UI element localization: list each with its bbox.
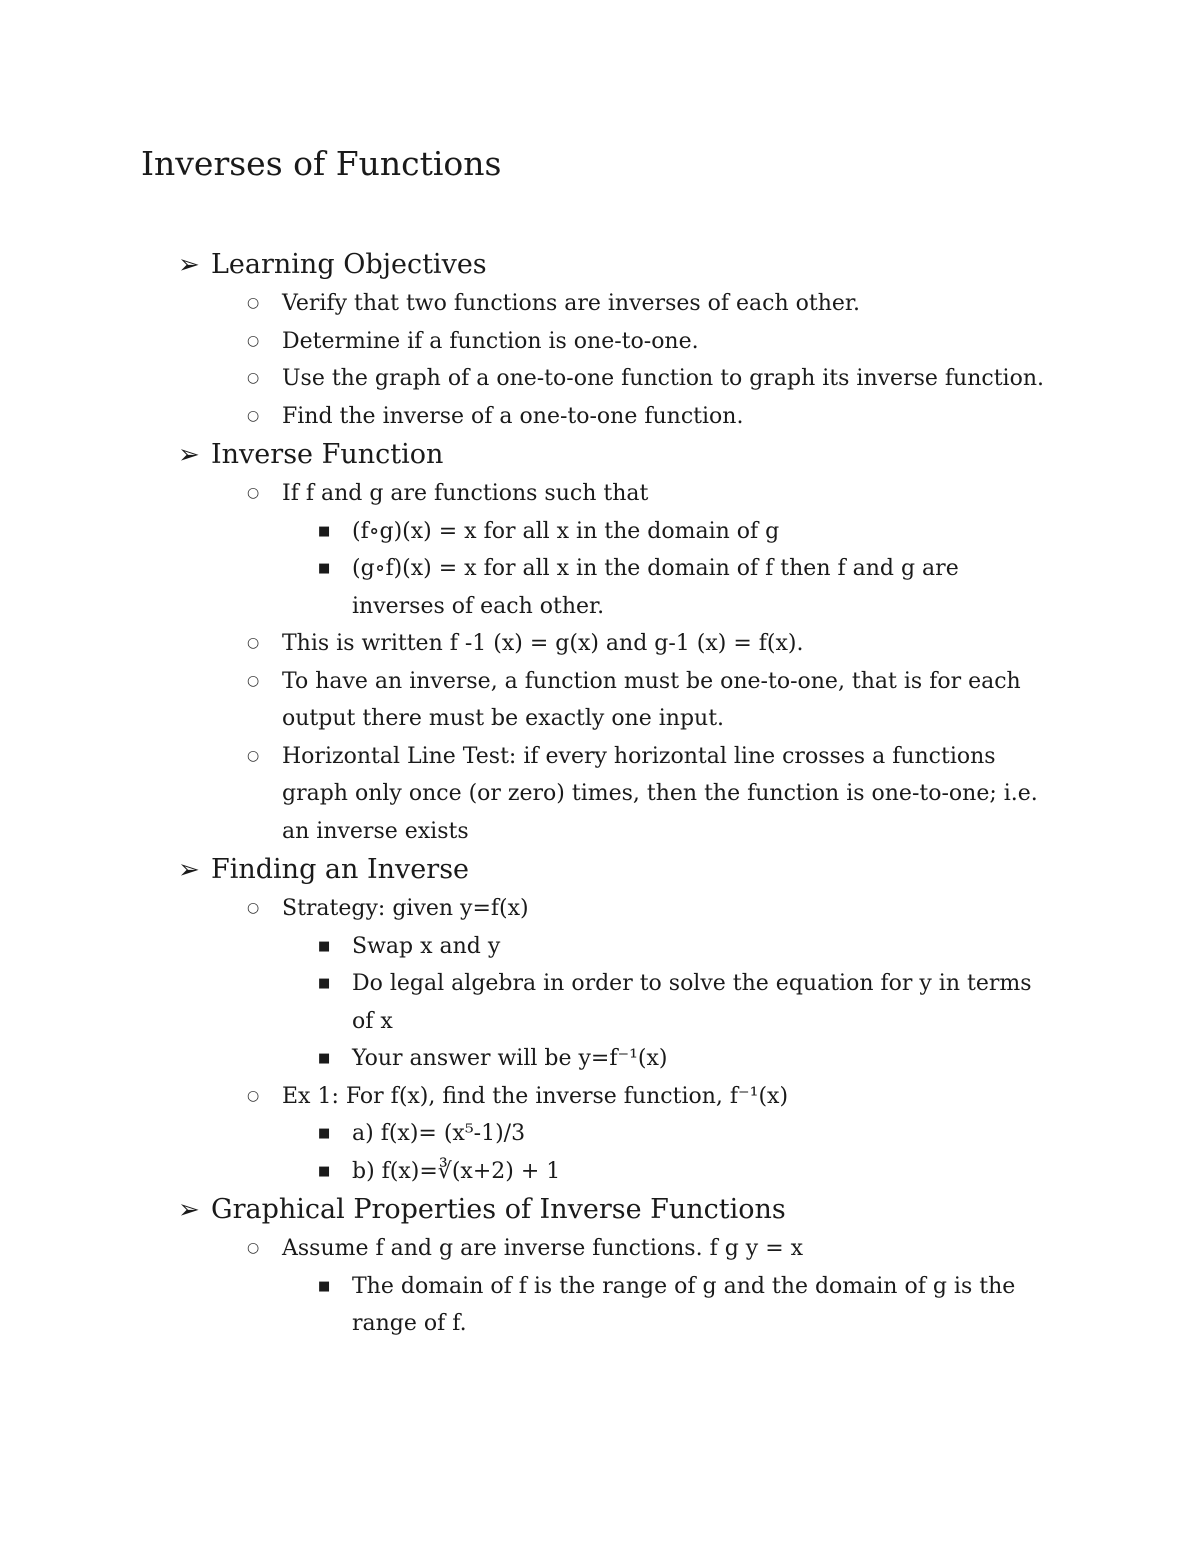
sub-list-item bbox=[0, 965, 1052, 1040]
sub-list-item bbox=[0, 550, 1052, 625]
list-item-text: Determine if a function is one-to-one. bbox=[282, 328, 699, 354]
list-item bbox=[0, 890, 1062, 928]
circle-bullet-icon: ○ bbox=[247, 407, 260, 424]
list-item bbox=[0, 360, 1062, 398]
sub-list-item-text: Swap x and y bbox=[352, 933, 501, 959]
square-bullet-icon: ■ bbox=[318, 523, 331, 539]
sub-list-item-text: The domain of f is the range of g and the domain of g is the range of f. bbox=[352, 1273, 1016, 1336]
list-item bbox=[0, 475, 1062, 513]
square-bullet-icon: ■ bbox=[318, 938, 331, 954]
circle-bullet-icon: ○ bbox=[247, 370, 260, 386]
list-item-text: Verify that two functions are inverses of each other. bbox=[282, 291, 861, 316]
circle-bullet-icon: ○ bbox=[247, 900, 260, 916]
arrow-bullet-icon: ➢ bbox=[178, 440, 200, 470]
arrow-bullet-icon: ➢ bbox=[178, 250, 200, 280]
outline bbox=[0, 245, 1200, 1343]
square-bullet-icon: ■ bbox=[318, 1278, 331, 1294]
list-item-text: To have an inverse, a function must be one-to-one, that is for each output there must be exactly one input. bbox=[282, 668, 1021, 731]
section-heading-inverse-function bbox=[0, 435, 1200, 475]
sub-list-item-text: b) f(x)=∛(x+2) + 1 bbox=[352, 1158, 561, 1184]
sub-list-item bbox=[0, 1115, 1052, 1153]
page-title: Inverses of Functions bbox=[141, 144, 502, 183]
square-bullet-icon: ■ bbox=[318, 1126, 331, 1141]
sub-list-item bbox=[0, 1268, 1052, 1343]
sub-list-item-text: Do legal algebra in order to solve the equation for y in terms of x bbox=[352, 971, 1032, 1034]
list-item bbox=[0, 625, 1062, 663]
sub-list-item bbox=[0, 928, 1052, 966]
list-item-text: Horizontal Line Test: if every horizontal line crosses a functions graph only once (or zero) times, then the function is one-to-one; i.e. an inverse exists bbox=[282, 743, 1038, 844]
section-heading-text: Inverse Function bbox=[211, 439, 444, 470]
list-item bbox=[0, 663, 1062, 738]
circle-bullet-icon: ○ bbox=[247, 1087, 260, 1104]
section-heading-graphical-properties bbox=[0, 1190, 1200, 1230]
list-item bbox=[0, 1230, 1062, 1268]
square-bullet-icon: ■ bbox=[318, 976, 331, 991]
circle-bullet-icon: ○ bbox=[247, 672, 260, 689]
list-item bbox=[0, 1078, 1062, 1116]
section-heading-text: Graphical Properties of Inverse Functions bbox=[211, 1194, 786, 1225]
arrow-bullet-icon: ➢ bbox=[178, 1195, 200, 1225]
circle-bullet-icon: ○ bbox=[247, 485, 260, 501]
square-bullet-icon: ■ bbox=[318, 561, 331, 576]
circle-bullet-icon: ○ bbox=[247, 1240, 260, 1256]
circle-bullet-icon: ○ bbox=[247, 747, 260, 764]
sub-list-item-text: Your answer will be y=f⁻¹(x) bbox=[352, 1046, 668, 1071]
list-item-text: Ex 1: For f(x), find the inverse function, f⁻¹(x) bbox=[282, 1083, 789, 1109]
list-item-text: Assume f and g are inverse functions. f g y = x bbox=[282, 1236, 804, 1261]
circle-bullet-icon: ○ bbox=[247, 332, 260, 349]
sub-list-item bbox=[0, 1153, 1052, 1191]
circle-bullet-icon: ○ bbox=[247, 295, 260, 311]
arrow-bullet-icon: ➢ bbox=[178, 855, 200, 885]
list-item-text: This is written f -1 (x) = g(x) and g-1 (x) = f(x). bbox=[282, 631, 804, 656]
sub-list-item bbox=[0, 1040, 1052, 1078]
sub-list-item bbox=[0, 513, 1052, 551]
square-bullet-icon: ■ bbox=[318, 1163, 331, 1179]
section-heading-text: Finding an Inverse bbox=[211, 854, 470, 885]
sub-list-item-text: a) f(x)= (x⁵-1)/3 bbox=[352, 1121, 526, 1146]
sub-list-item-text: (g∘f)(x) = x for all x in the domain of f then f and g are inverses of each other. bbox=[352, 556, 959, 619]
sub-list-item-text: (f∘g)(x) = x for all x in the domain of g bbox=[352, 518, 780, 544]
section-heading-learning-objectives bbox=[0, 245, 1200, 285]
section-heading-text: Learning Objectives bbox=[211, 249, 487, 280]
circle-bullet-icon: ○ bbox=[247, 635, 260, 651]
list-item bbox=[0, 285, 1062, 323]
square-bullet-icon: ■ bbox=[318, 1051, 331, 1066]
list-item-text: Find the inverse of a one-to-one function. bbox=[282, 403, 744, 429]
list-item-text: Use the graph of a one-to-one function to graph its inverse function. bbox=[282, 366, 1044, 391]
list-item bbox=[0, 398, 1062, 436]
list-item-text: If f and g are functions such that bbox=[282, 481, 649, 506]
section-heading-finding-an-inverse bbox=[0, 850, 1200, 890]
list-item-text: Strategy: given y=f(x) bbox=[282, 896, 529, 921]
list-item bbox=[0, 323, 1062, 361]
list-item bbox=[0, 738, 1062, 851]
